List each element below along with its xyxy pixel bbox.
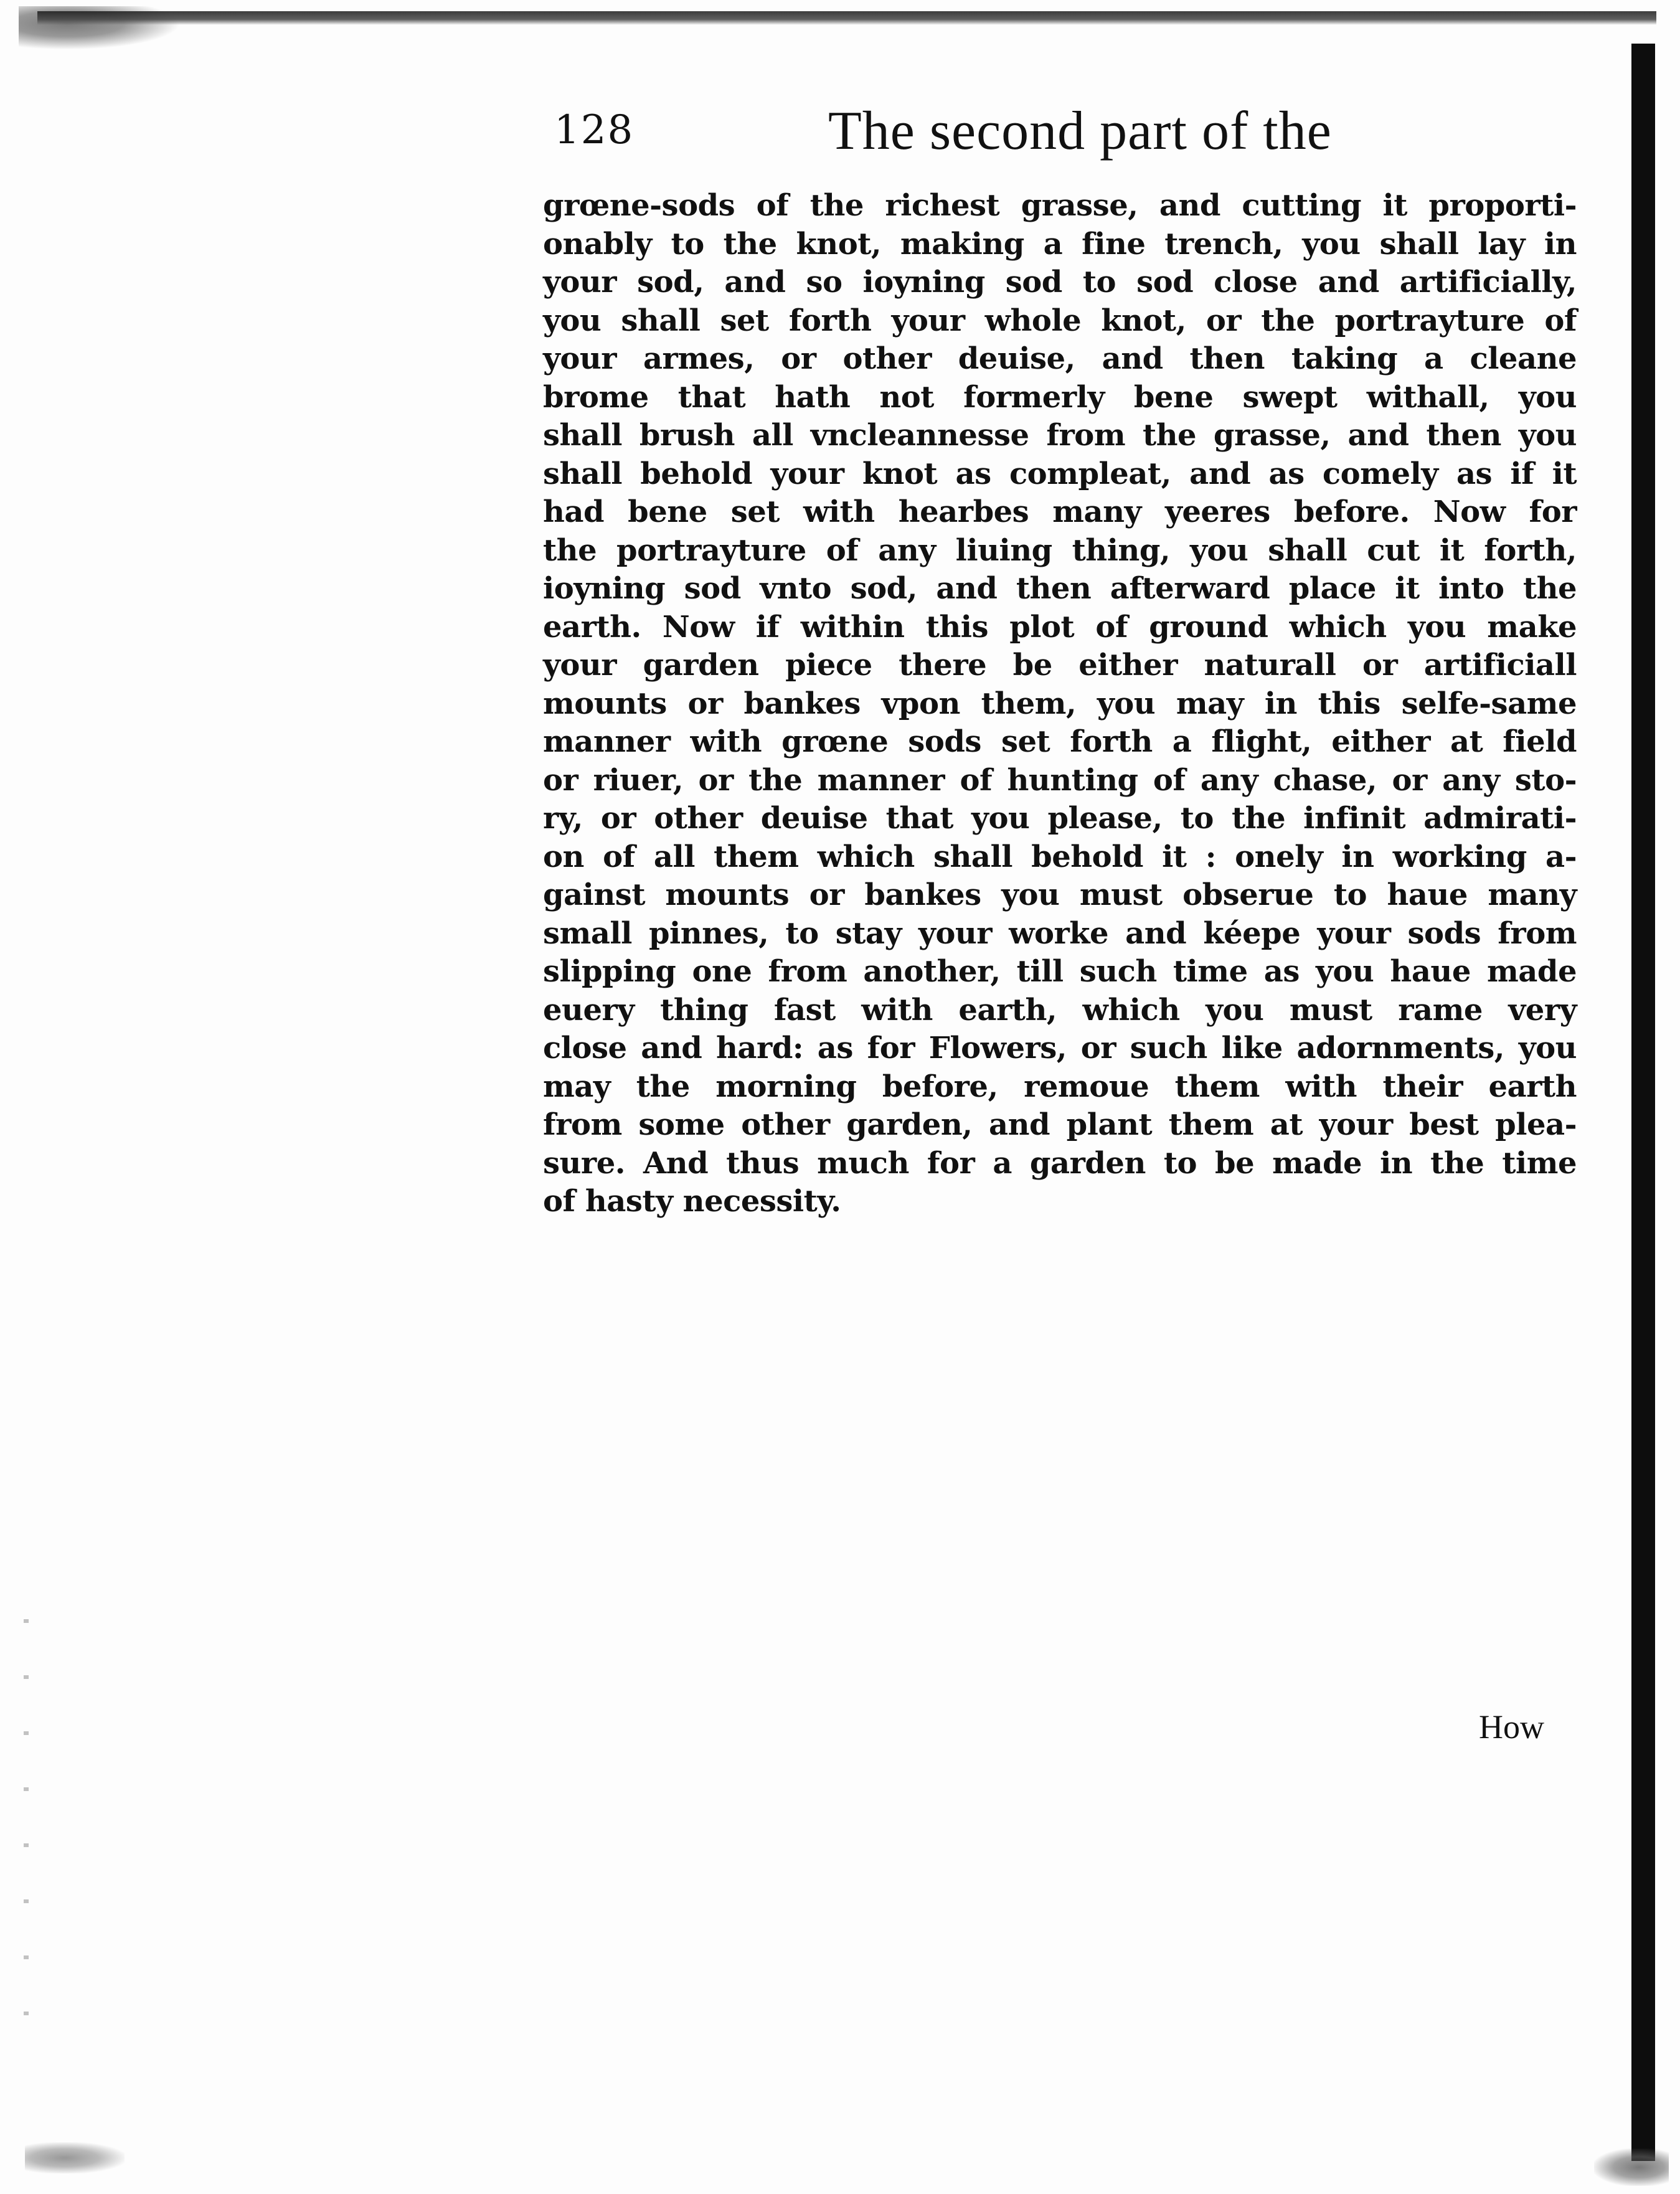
scan-bottom-smudge bbox=[25, 2142, 125, 2173]
text-line: had bene set with hearbes many yeeres before. Now for bbox=[543, 494, 1577, 529]
scan-bottom-right-smudge bbox=[1594, 2149, 1669, 2186]
text-line: your sod, and so ioyning sod to sod close and artificially, bbox=[543, 265, 1577, 300]
text-line: on of all them which shall behold it : onely in working a- bbox=[543, 839, 1577, 874]
catchword: How bbox=[1479, 1708, 1544, 1746]
text-line: slipping one from another, till such time as you haue made bbox=[543, 954, 1577, 989]
scan-binding-edge bbox=[1631, 44, 1655, 2161]
text-line-last: of hasty necessity. bbox=[543, 1184, 841, 1219]
text-line: mounts or bankes vpon them, you may in this selfe-same bbox=[543, 686, 1577, 721]
text-line: or riuer, or the manner of hunting of any chase, or any sto- bbox=[543, 762, 1577, 798]
page-number: 128 bbox=[554, 107, 635, 153]
text-line: the portrayture of any liuing thing, you shall cut it forth, bbox=[543, 532, 1577, 568]
text-line: euery thing fast with earth, which you must rame very bbox=[543, 992, 1577, 1028]
text-line: ioyning sod vnto sod, and then afterward place it into the bbox=[543, 571, 1577, 606]
text-line: you shall set forth your whole knot, or the portrayture of bbox=[543, 303, 1577, 338]
text-line: manner with grœne sods set forth a flight, either at field bbox=[543, 724, 1577, 759]
text-line: may the morning before, remoue them with their earth bbox=[543, 1069, 1577, 1104]
text-line: close and hard: as for Flowers, or such like adornments, you bbox=[543, 1031, 1577, 1066]
page-header bbox=[554, 100, 1613, 168]
text-line: onably to the knot, making a fine trench, you shall lay in bbox=[543, 226, 1577, 262]
text-line: your armes, or other deuise, and then taking a cleane bbox=[543, 341, 1577, 376]
text-line: from some other garden, and plant them at your best plea- bbox=[543, 1107, 1577, 1142]
running-title: The second part of the bbox=[828, 101, 1332, 161]
body-text bbox=[543, 187, 1577, 1221]
text-line: shall behold your knot as compleat, and as comely as if it bbox=[543, 456, 1577, 491]
text-line: your garden piece there be either naturall or artificiall bbox=[543, 648, 1577, 683]
text-line: small pinnes, to stay your worke and kéepe your sods from bbox=[543, 915, 1577, 951]
text-line: gainst mounts or bankes you must obserue to haue many bbox=[543, 877, 1577, 912]
text-line: shall brush all vncleannesse from the grasse, and then you bbox=[543, 418, 1577, 453]
text-line: ry, or other deuise that you please, to the infinit admirati- bbox=[543, 801, 1577, 836]
text-line: earth. Now if within this plot of ground which you make bbox=[543, 609, 1577, 645]
text-line: grœne-sods of the richest grasse, and cutting it proporti- bbox=[543, 188, 1577, 223]
text-line: brome that hath not formerly bene swept withall, you bbox=[543, 379, 1577, 415]
scan-top-edge bbox=[37, 11, 1656, 25]
text-line: sure. And thus much for a garden to be made in the time bbox=[543, 1145, 1577, 1181]
scan-left-specks bbox=[24, 1619, 29, 2055]
